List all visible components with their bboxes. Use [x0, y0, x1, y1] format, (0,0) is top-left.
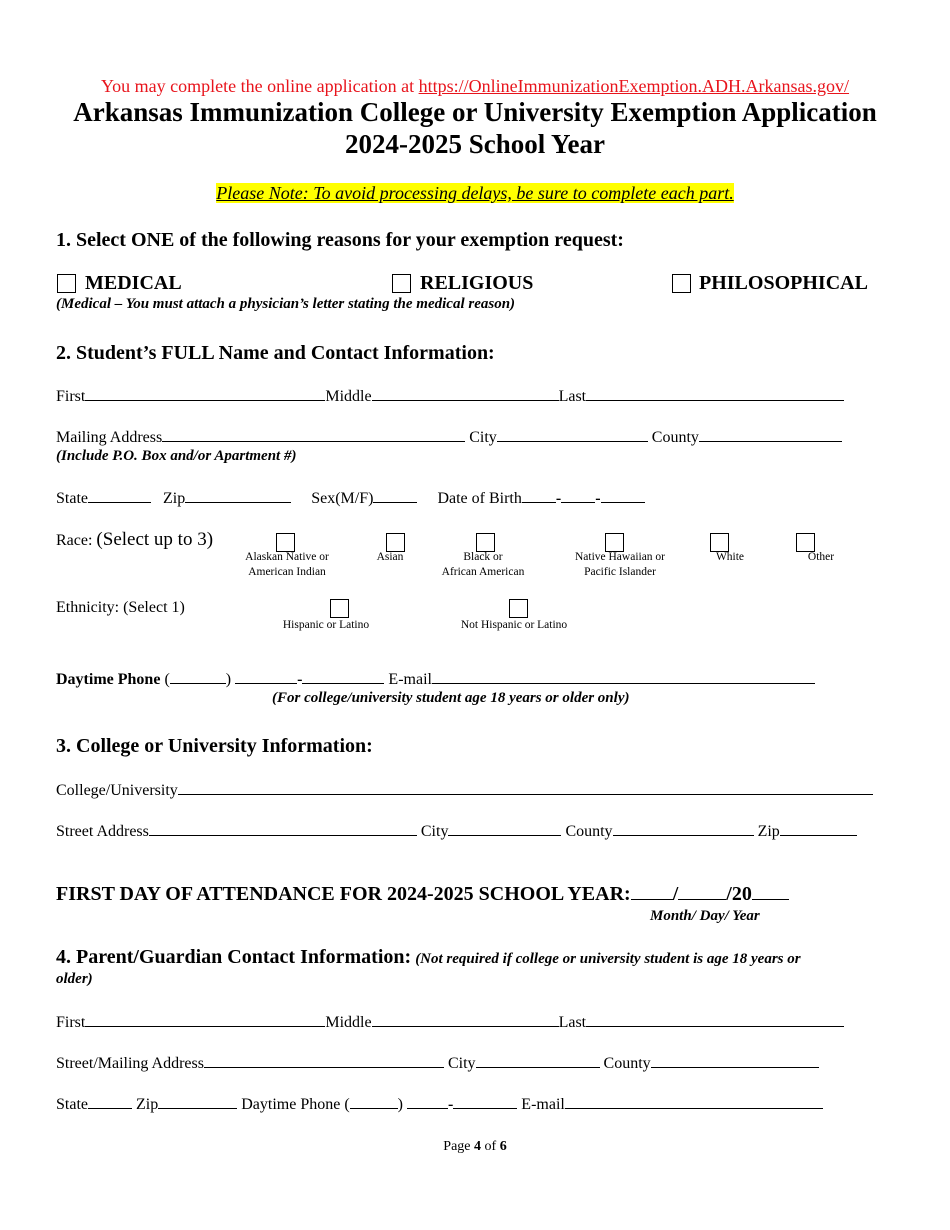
last-label: Last: [558, 388, 587, 405]
processing-note-text: Please Note: To avoid processing delays, be sure to complete each part.: [216, 183, 734, 203]
mailing-address-label: Mailing Address: [56, 429, 163, 446]
guardian-phone-line-field[interactable]: [453, 1094, 517, 1109]
middle-label: Middle: [325, 388, 372, 405]
section4-heading-block: [56, 947, 896, 989]
race-label-row: [56, 529, 213, 551]
student-phone-prefix-field[interactable]: [235, 669, 297, 684]
mailing-note: (Include P.O. Box and/or Apartment #): [56, 448, 297, 464]
guardian-state-label: State: [56, 1096, 88, 1113]
student-county-field[interactable]: [699, 427, 842, 442]
online-application-link[interactable]: https://OnlineImmunizationExemption.ADH.Arkansas.gov/: [418, 76, 850, 96]
phone-note: (For college/university student age 18 years or older only): [272, 690, 630, 706]
city-label: City: [469, 429, 497, 446]
guardian-area-code-field[interactable]: [350, 1094, 398, 1109]
section4-heading: 4. Parent/Guardian Contact Information:: [56, 946, 412, 968]
student-first-field[interactable]: [85, 386, 325, 401]
student-middle-field[interactable]: [372, 386, 559, 401]
guardian-city-label: City: [447, 1055, 476, 1072]
medical-checkbox[interactable]: [57, 274, 76, 293]
guardian-state-field[interactable]: [88, 1094, 132, 1109]
guardian-first-label: First: [56, 1014, 86, 1031]
student-area-code-field[interactable]: [170, 669, 226, 684]
sex-label: Sex(M/F): [311, 490, 374, 507]
guardian-phone-label: Daytime Phone: [241, 1096, 341, 1113]
county-label: County: [651, 429, 699, 446]
section4-note-line1: (Not required if college or university student is age 18 years or: [415, 951, 801, 967]
college-city-field[interactable]: [448, 821, 561, 836]
college-zip-field[interactable]: [780, 821, 857, 836]
page-title: Arkansas Immunization College or University Exemption Application: [73, 97, 877, 127]
dob-month-field[interactable]: [522, 488, 556, 503]
attendance-year-prefix: 20: [731, 883, 752, 905]
race-black-label: Black or African American: [441, 551, 525, 578]
student-mailing-address-field[interactable]: [162, 427, 465, 442]
student-last-field[interactable]: [586, 386, 844, 401]
college-address-row: [56, 821, 857, 842]
philosophical-label: PHILOSOPHICAL: [699, 272, 868, 294]
guardian-address-row: [56, 1053, 819, 1074]
section2-heading: 2. Student’s FULL Name and Contact Information:: [56, 342, 495, 364]
attendance-year-field[interactable]: [752, 882, 789, 900]
race-asian-label: Asian: [376, 551, 404, 563]
student-state-row: State Zip Sex(M/F) Date of Birth - -: [56, 488, 645, 509]
dob-year-field[interactable]: [601, 488, 645, 503]
student-phone-line-field[interactable]: [302, 669, 384, 684]
online-prefix: You may complete the online application at: [100, 76, 419, 96]
student-phone-row: Daytime Phone ( ) - E-mail: [56, 669, 815, 690]
college-street-field[interactable]: [149, 821, 417, 836]
guardian-county-label: County: [603, 1055, 651, 1072]
not-hispanic-label: Not Hispanic or Latino: [460, 619, 568, 631]
zip-label: Zip: [163, 490, 186, 507]
religious-label: RELIGIOUS: [420, 272, 534, 294]
processing-note: [0, 183, 950, 204]
guardian-phone-prefix-field[interactable]: [407, 1094, 448, 1109]
hispanic-checkbox[interactable]: [330, 599, 349, 618]
guardian-street-label: Street/Mailing Address: [56, 1055, 204, 1072]
race-other-label: Other: [807, 551, 835, 563]
attendance-day-field[interactable]: [678, 882, 726, 900]
college-zip-label: Zip: [757, 823, 780, 840]
student-email-field[interactable]: [432, 669, 815, 684]
guardian-email-label: E-mail: [521, 1096, 565, 1113]
guardian-city-field[interactable]: [476, 1053, 600, 1068]
school-year-title: 2024-2025 School Year: [345, 129, 605, 159]
attendance-label: FIRST DAY OF ATTENDANCE FOR 2024-2025 SCHOOL YEAR:: [56, 883, 631, 905]
race-hawaiian-label: Native Hawaiian or Pacific Islander: [574, 551, 666, 578]
religious-checkbox[interactable]: [392, 274, 411, 293]
attendance-format: Month/ Day/ Year: [650, 908, 760, 924]
college-row: [56, 780, 873, 801]
medical-note: (Medical – You must attach a physician’s letter stating the medical reason): [56, 296, 516, 312]
guardian-email-field[interactable]: [565, 1094, 823, 1109]
student-city-field[interactable]: [497, 427, 648, 442]
ethnicity-label: Ethnicity: (Select 1): [56, 599, 185, 616]
page-number: Page 4 of 6: [443, 1139, 507, 1154]
guardian-zip-label: Zip: [136, 1096, 159, 1113]
state-label: State: [56, 490, 88, 507]
dob-day-field[interactable]: [561, 488, 595, 503]
attendance-row: FIRST DAY OF ATTENDANCE FOR 2024-2025 SCHOOL YEAR: / /20: [56, 882, 789, 906]
guardian-last-label: Last: [558, 1014, 587, 1031]
guardian-zip-field[interactable]: [158, 1094, 237, 1109]
student-zip-field[interactable]: [185, 488, 291, 503]
section3-heading: 3. College or University Information:: [56, 735, 373, 757]
guardian-contact-row: State Zip Daytime Phone ( ) - E-mail: [56, 1094, 823, 1115]
guardian-middle-label: Middle: [325, 1014, 372, 1031]
race-label: Race:: [56, 532, 93, 549]
dob-label: Date of Birth: [437, 490, 522, 507]
philosophical-checkbox[interactable]: [672, 274, 691, 293]
student-sex-field[interactable]: [373, 488, 417, 503]
guardian-county-field[interactable]: [651, 1053, 819, 1068]
first-label: First: [56, 388, 86, 405]
online-application-notice: [0, 76, 950, 97]
guardian-last-field[interactable]: [586, 1012, 844, 1027]
college-city-label: City: [420, 823, 449, 840]
daytime-phone-label: Daytime Phone: [56, 671, 161, 688]
medical-label: MEDICAL: [85, 272, 182, 294]
race-hint: (Select up to 3): [96, 529, 214, 550]
race-alaskan-label: Alaskan Native or American Indian: [245, 551, 329, 578]
college-field[interactable]: [178, 780, 873, 795]
email-label: E-mail: [388, 671, 432, 688]
section4-note-line2: older): [56, 971, 93, 987]
student-name-row: [56, 386, 844, 407]
college-county-label: County: [565, 823, 613, 840]
college-label: College/University: [56, 782, 178, 799]
not-hispanic-checkbox[interactable]: [509, 599, 528, 618]
guardian-street-field[interactable]: [204, 1053, 444, 1068]
guardian-name-row: [56, 1012, 844, 1033]
student-state-field[interactable]: [88, 488, 151, 503]
college-street-label: Street Address: [56, 823, 149, 840]
guardian-first-field[interactable]: [85, 1012, 325, 1027]
student-address-row: [56, 427, 842, 448]
hispanic-label: Hispanic or Latino: [282, 619, 370, 631]
race-white-label: White: [715, 551, 745, 563]
attendance-month-field[interactable]: [631, 882, 673, 900]
college-county-field[interactable]: [613, 821, 754, 836]
section1-heading: 1. Select ONE of the following reasons for your exemption request:: [56, 229, 624, 251]
guardian-middle-field[interactable]: [372, 1012, 559, 1027]
